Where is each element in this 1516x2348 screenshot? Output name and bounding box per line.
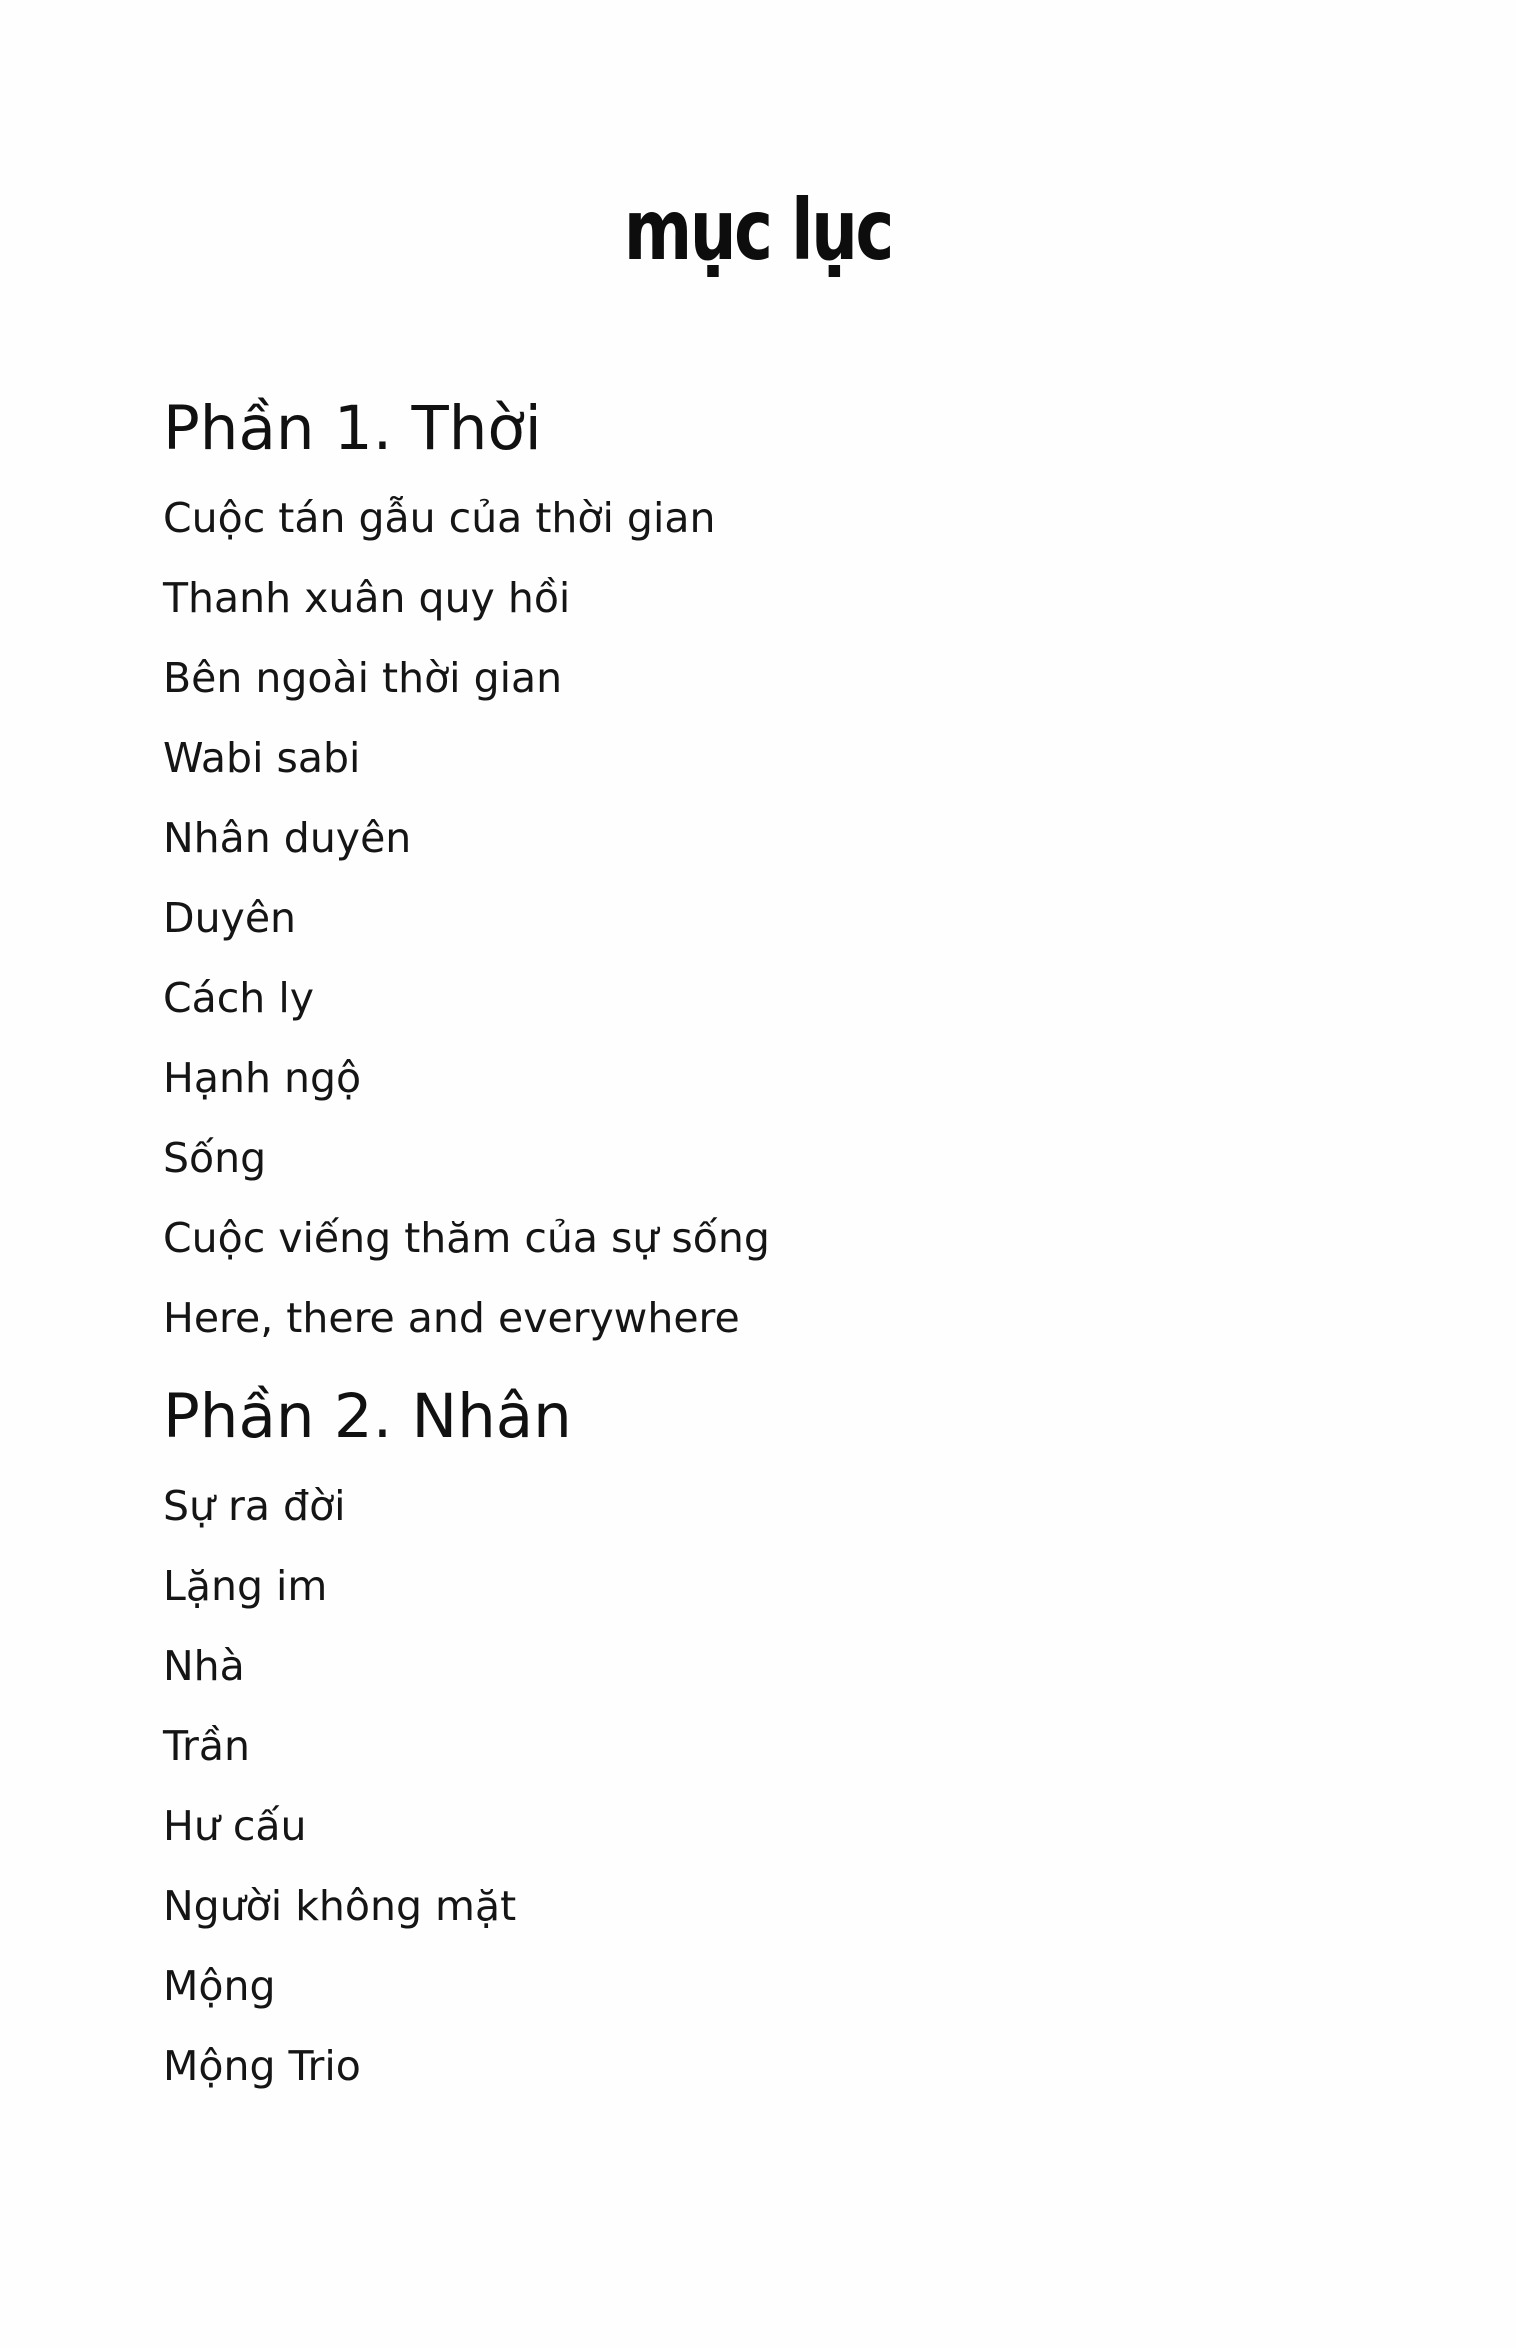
toc-entry: Sống [163,1134,267,1182]
section-2-entry-list [163,1466,516,2106]
section-heading-part-2: Phần 2. Nhân [163,1381,572,1452]
toc-entry: Hạnh ngộ [163,1054,362,1102]
page-title: mục lục [623,181,893,279]
toc-entry: Lặng im [163,1562,328,1610]
toc-entry: Cuộc tán gẫu của thời gian [163,494,716,542]
toc-entry: Hư cấu [163,1802,307,1850]
section-1-entry-list [163,478,770,1358]
toc-entry: Người không mặt [163,1882,517,1930]
toc-entry: Nhà [163,1642,245,1690]
toc-entry: Mộng Trio [163,2042,361,2090]
toc-entry: Thanh xuân quy hồi [163,574,571,622]
toc-entry: Nhân duyên [163,814,412,862]
toc-entry: Sự ra đời [163,1482,346,1530]
section-heading-part-1: Phần 1. Thời [163,393,542,464]
toc-entry: Bên ngoài thời gian [163,654,563,702]
toc-entry: Cách ly [163,974,314,1022]
toc-entry: Mộng [163,1962,276,2010]
toc-entry: Wabi sabi [163,734,361,782]
toc-entry: Duyên [163,894,297,942]
toc-entry: Cuộc viếng thăm của sự sống [163,1214,770,1262]
toc-entry: Trần [163,1722,250,1770]
toc-entry: Here, there and everywhere [163,1294,740,1342]
